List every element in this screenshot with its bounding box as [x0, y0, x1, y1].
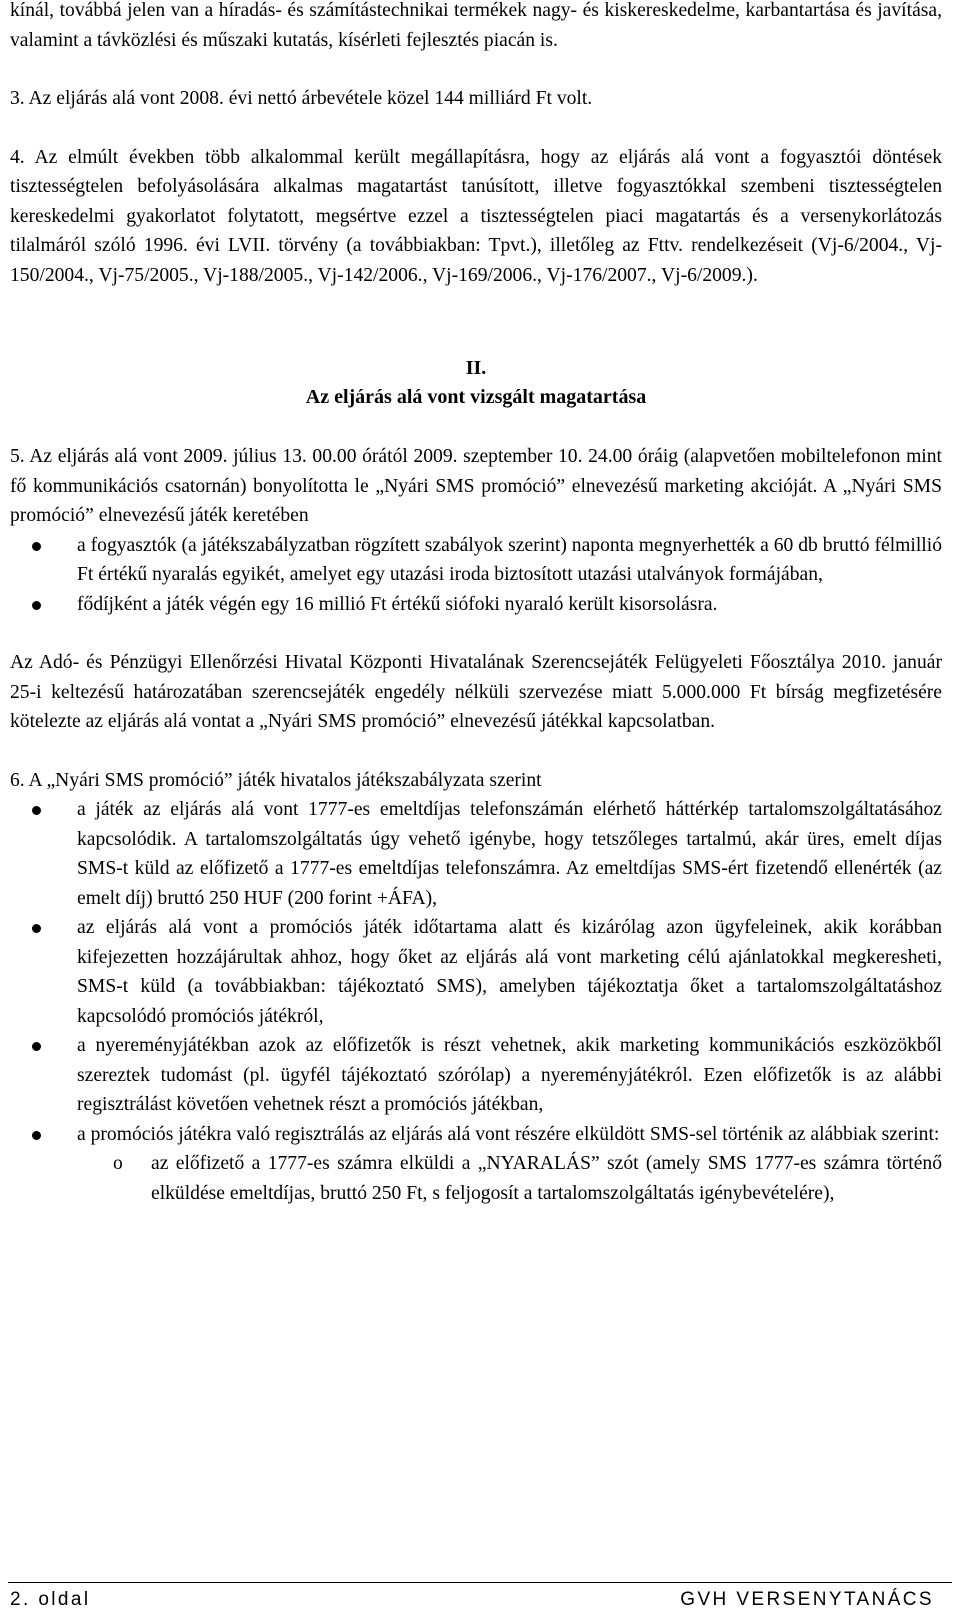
sub-list-item	[77, 1149, 942, 1208]
spacer	[10, 619, 942, 648]
footer-organization: GVH VERSENYTANÁCS	[680, 1589, 934, 1610]
spacer	[10, 114, 942, 143]
bullet-icon	[32, 1042, 41, 1051]
list-item-text: a promóciós játékra való regisztrálás az eljárás alá vont részére elküldött SMS-sel történik az alábbiak szerint:	[77, 1123, 940, 1145]
paragraph-apeh-decision: Az Adó- és Pénzügyi Ellenőrzési Hivatal Központi Hivatalának Szerencsejáték Felügyeleti Főosztálya 2010. január 25-i keltezésű határozatában szerencsejáték engedély nélküli szervezése miatt 5.000.000 Ft bírság megfizetésére kötelezte az eljárás alá vontat a „Nyári SMS promóció” elnevezésű játékkal kapcsolatban.	[10, 652, 942, 732]
list-item-text: az eljárás alá vont a promóciós játék időtartama alatt és kizárólag azon ügyfeleinek, akik korábban kifejezetten hozzájárultak ahhoz, hogy őket az eljárás alá vont marketing célú ajánlatokkal megkeresheti, SMS-t küld (a továbbiakban: tájékoztató SMS), amelyben tájékoztatja őket a tartalomszolgáltatáshoz kapcsolódó promóciós játékról,	[77, 917, 942, 1027]
list-item	[10, 1120, 942, 1209]
paragraph-6-bullet-list	[10, 795, 942, 1208]
paragraph-5: 5. Az eljárás alá vont 2009. július 13. 00.00 órától 2009. szeptember 10. 24.00 óráig (alapvetően mobiltelefonon mint fő kommunikációs csatornán) bonyolította le „Nyári SMS promóció” elnevezésű marketing akcióját. A „Nyári SMS promóció” elnevezésű játék keretében	[10, 446, 942, 526]
bullet-icon	[32, 806, 41, 815]
list-item-text: a nyereményjátékban azok az előfizetők is részt vehetnek, akik marketing kommunikációs eszközökből szereztek tudomást (pl. ügyfél tájékoztató szórólap) a nyereményjátékról. Ezen előfizetők is az alábbi regisztrálást követően vehetnek részt a promóciós játékban,	[77, 1035, 942, 1115]
section-number: II.	[465, 357, 487, 379]
page-number: 2. oldal	[10, 1589, 91, 1610]
spacer	[10, 737, 942, 766]
list-item	[10, 913, 942, 1031]
paragraph-5-bullet-list	[10, 531, 942, 620]
list-item	[10, 531, 942, 590]
paragraph-4: 4. Az elmúlt években több alkalommal került megállapításra, hogy az eljárás alá vont a fogyasztói döntések tisztességtelen befolyásolására alkalmas magatartást tanúsított, illetve fogyasztókkal szembeni tisztességtelen kereskedelmi gyakorlatot folytatott, megsértve ezzel a tisztességtelen piaci magatartás és a versenykorlátozás tilalmáról szóló 1996. évi LVII. törvény (a továbbiakban: Tpvt.), illetőleg az Fttv. rendelkezéseit (Vj-6/2004., Vj-150/2004., Vj-75/2005., Vj-188/2005., Vj-142/2006., Vj-169/2006., Vj-176/2007., Vj-6/2009.).	[10, 146, 942, 286]
document-body	[10, 0, 942, 1208]
intro-continuation: kínál, továbbá jelen van a híradás- és számítástechnikai termékek nagy- és kiskereskedelme, karbantartása és javítása, valamint a távközlési és műszaki kutatás, kísérleti fejlesztés piacán is.	[10, 0, 942, 51]
footer-divider	[8, 1582, 952, 1583]
bullet-icon	[32, 601, 41, 610]
list-item-text: a fogyasztók (a játékszabályzatban rögzített szabályok szerint) naponta megnyerhették a 60 db bruttó félmillió Ft értékű nyaralás egyikét, amelyet egy utazási iroda biztosított utazási utalványok formájában,	[77, 534, 942, 585]
spacer	[10, 412, 942, 442]
bullet-icon	[32, 1131, 41, 1140]
list-item-text: a játék az eljárás alá vont 1777-es emeltdíjas telefonszámán elérhető háttérkép tartalomszolgáltatásához kapcsolódik. A tartalomszolgáltatás úgy vehető igénybe, hogy tetszőleges tartalmú, akár üres, emelt díjas SMS-t küld az előfizető a 1777-es emeltdíjas telefonszámra. Az emeltdíjas SMS-ért fizetendő ellenérték (az emelt díj) bruttó 250 HUF (200 forint +ÁFA),	[77, 799, 942, 909]
spacer	[10, 55, 942, 84]
paragraph-6: 6. A „Nyári SMS promóció” játék hivatalos játékszabályzata szerint	[10, 769, 542, 791]
spacer	[10, 290, 942, 354]
sub-bullet-list	[77, 1149, 942, 1208]
circle-bullet-icon: o	[113, 1153, 123, 1174]
bullet-icon	[32, 542, 41, 551]
section-title: Az eljárás alá vont vizsgált magatartása	[305, 386, 647, 408]
list-item-text: fődíjként a játék végén egy 16 millió Ft értékű siófoki nyaraló került kisorsolásra.	[77, 593, 718, 615]
bullet-icon	[32, 924, 41, 933]
list-item	[10, 1031, 942, 1120]
list-item	[10, 795, 942, 913]
list-item	[10, 590, 942, 620]
sub-list-item-text: az előfizető a 1777-es számra elküldi a „NYARALÁS” szót (amely SMS 1777-es számra történő elküldése emeltdíjas, bruttó 250 Ft, s feljogosít a tartalomszolgáltatás igénybevételére),	[151, 1153, 942, 1204]
paragraph-3: 3. Az eljárás alá vont 2008. évi nettó árbevétele közel 144 milliárd Ft volt.	[10, 88, 593, 109]
